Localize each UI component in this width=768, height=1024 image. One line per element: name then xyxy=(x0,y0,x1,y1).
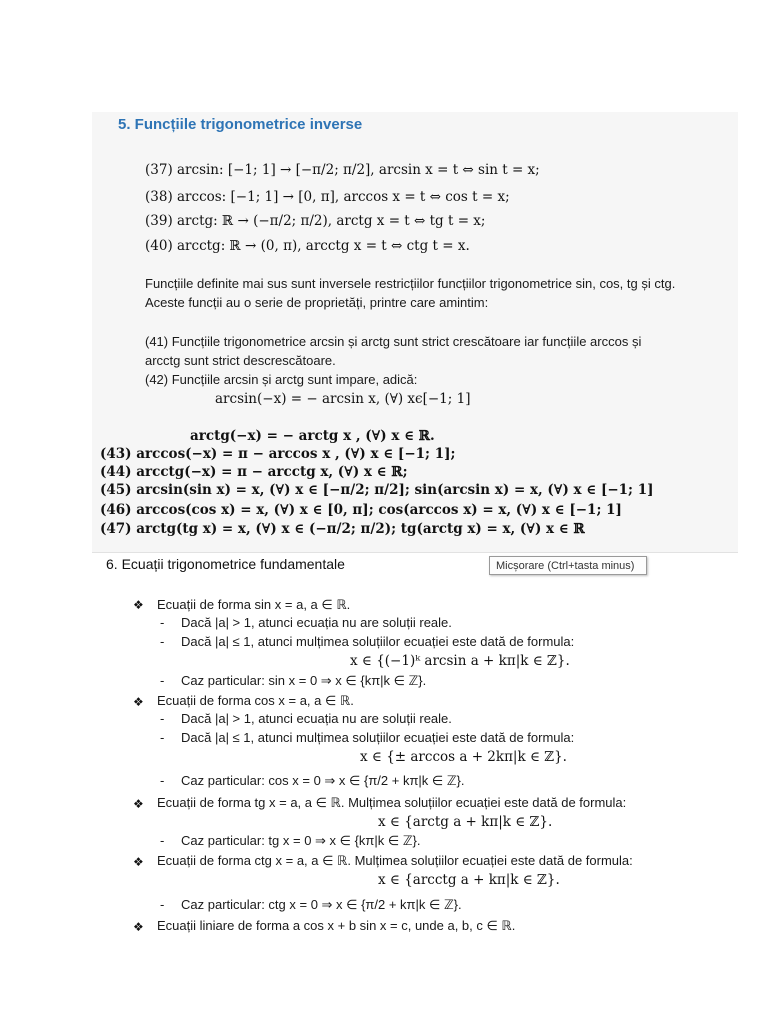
cos-case-no-solution: Dacă |a| > 1, atunci ecuația nu are soluții reale. xyxy=(181,711,452,726)
sin-solution-formula: x ∈ {(−1)ᵏ arcsin a + kπ|k ∈ ℤ}. xyxy=(350,653,570,669)
sin-case-solutions: Dacă |a| ≤ 1, atunci mulțimea soluțiilor ecuației este dată de formula: xyxy=(181,634,575,649)
panel-divider xyxy=(92,552,738,553)
tg-solution-formula: x ∈ {arctg a + kπ|k ∈ ℤ}. xyxy=(378,814,553,830)
formula-39: (39) arctg: ℝ → (−π/2; π/2), arctg x = t ⇔ tg t = x; xyxy=(145,213,486,229)
sin-case-no-solution: Dacă |a| > 1, atunci ecuația nu are soluții reale. xyxy=(181,615,452,630)
ctg-particular-case: Caz particular: ctg x = 0 ⇒ x ∈ {π/2 + kπ|k ∈ ℤ}. xyxy=(181,897,462,912)
diamond-bullet-icon: ❖ xyxy=(133,920,144,934)
property-42: (42) Funcțiile arcsin și arctg sunt impare, adică: xyxy=(145,372,418,387)
dash-marker: - xyxy=(160,897,165,912)
dash-marker: - xyxy=(160,730,165,745)
property-42-formula: arcsin(−x) = − arcsin x, (∀) xϵ[−1; 1] xyxy=(215,391,471,407)
ctg-equation-item: Ecuații de forma ctg x = a, a ∈ ℝ. Mulțimea soluțiilor ecuației este dată de formula: xyxy=(157,853,633,868)
dash-marker: - xyxy=(160,773,165,788)
cos-solution-formula: x ∈ {± arccos a + 2kπ|k ∈ ℤ}. xyxy=(360,749,567,765)
diamond-bullet-icon: ❖ xyxy=(133,695,144,709)
diamond-bullet-icon: ❖ xyxy=(133,797,144,811)
cos-case-solutions: Dacă |a| ≤ 1, atunci mulțimea soluțiilor ecuației este dată de formula: xyxy=(181,730,575,745)
property-41-line-1: (41) Funcțiile trigonometrice arcsin și arctg sunt strict crescătoare iar funcțiile arccos și xyxy=(145,334,642,349)
property-41-line-2: arcctg sunt strict descrescătoare. xyxy=(145,353,336,368)
formula-40: (40) arcctg: ℝ → (0, π), arcctg x = t ⇔ ctg t = x. xyxy=(145,238,470,254)
section-6-heading: 6. Ecuații trigonometrice fundamentale xyxy=(106,556,345,572)
arctg-odd-formula: arctg(−x) = − arctg x , (∀) x ∈ ℝ. xyxy=(190,428,435,444)
formula-44: (44) arcctg(−x) = π − arcctg x, (∀) x ∈ ℝ; xyxy=(100,464,408,480)
cos-equation-item: Ecuații de forma cos x = a, a ∈ ℝ. xyxy=(157,693,354,708)
sin-equation-item: Ecuații de forma sin x = a, a ∈ ℝ. xyxy=(157,597,351,612)
dash-marker: - xyxy=(160,615,165,630)
dash-marker: - xyxy=(160,673,165,688)
formula-43: (43) arccos(−x) = π − arccos x , (∀) x ∈ [−1; 1]; xyxy=(100,446,456,462)
dash-marker: - xyxy=(160,634,165,649)
formula-47: (47) arctg(tg x) = x, (∀) x ∈ (−π/2; π/2); tg(arctg x) = x, (∀) x ∈ ℝ xyxy=(100,521,585,537)
linear-equation-item: Ecuații liniare de forma a cos x + b sin x = c, unde a, b, c ∈ ℝ. xyxy=(157,918,516,933)
diamond-bullet-icon: ❖ xyxy=(133,598,144,612)
tg-equation-item: Ecuații de forma tg x = a, a ∈ ℝ. Mulțimea soluțiilor ecuației este dată de formula: xyxy=(157,795,627,810)
sin-particular-case: Caz particular: sin x = 0 ⇒ x ∈ {kπ|k ∈ ℤ}. xyxy=(181,673,427,688)
paragraph-line-1: Funcțiile definite mai sus sunt inversele restricțiilor funcțiilor trigonometrice sin, cos, tg și ctg. xyxy=(145,276,676,291)
tg-particular-case: Caz particular: tg x = 0 ⇒ x ∈ {kπ|k ∈ ℤ}. xyxy=(181,833,421,848)
formula-46: (46) arccos(cos x) = x, (∀) x ∈ [0, π]; cos(arccos x) = x, (∀) x ∈ [−1; 1] xyxy=(100,502,622,518)
paragraph-line-2: Aceste funcții au o serie de proprietăți, printre care amintim: xyxy=(145,295,489,310)
dash-marker: - xyxy=(160,711,165,726)
formula-37: (37) arcsin: [−1; 1] → [−π/2; π/2], arcsin x = t ⇔ sin t = x; xyxy=(145,162,540,178)
formula-38: (38) arccos: [−1; 1] → [0, π], arccos x = t ⇔ cos t = x; xyxy=(145,189,510,205)
diamond-bullet-icon: ❖ xyxy=(133,855,144,869)
dash-marker: - xyxy=(160,833,165,848)
ctg-solution-formula: x ∈ {arcctg a + kπ|k ∈ ℤ}. xyxy=(378,872,560,888)
section-5-heading: 5. Funcțiile trigonometrice inverse xyxy=(118,116,363,133)
formula-45: (45) arcsin(sin x) = x, (∀) x ∈ [−π/2; π/2]; sin(arcsin x) = x, (∀) x ∈ [−1; 1] xyxy=(100,482,654,498)
cos-particular-case: Caz particular: cos x = 0 ⇒ x ∈ {π/2 + kπ|k ∈ ℤ}. xyxy=(181,773,465,788)
zoom-out-tooltip: Micșorare (Ctrl+tasta minus) xyxy=(489,556,647,575)
